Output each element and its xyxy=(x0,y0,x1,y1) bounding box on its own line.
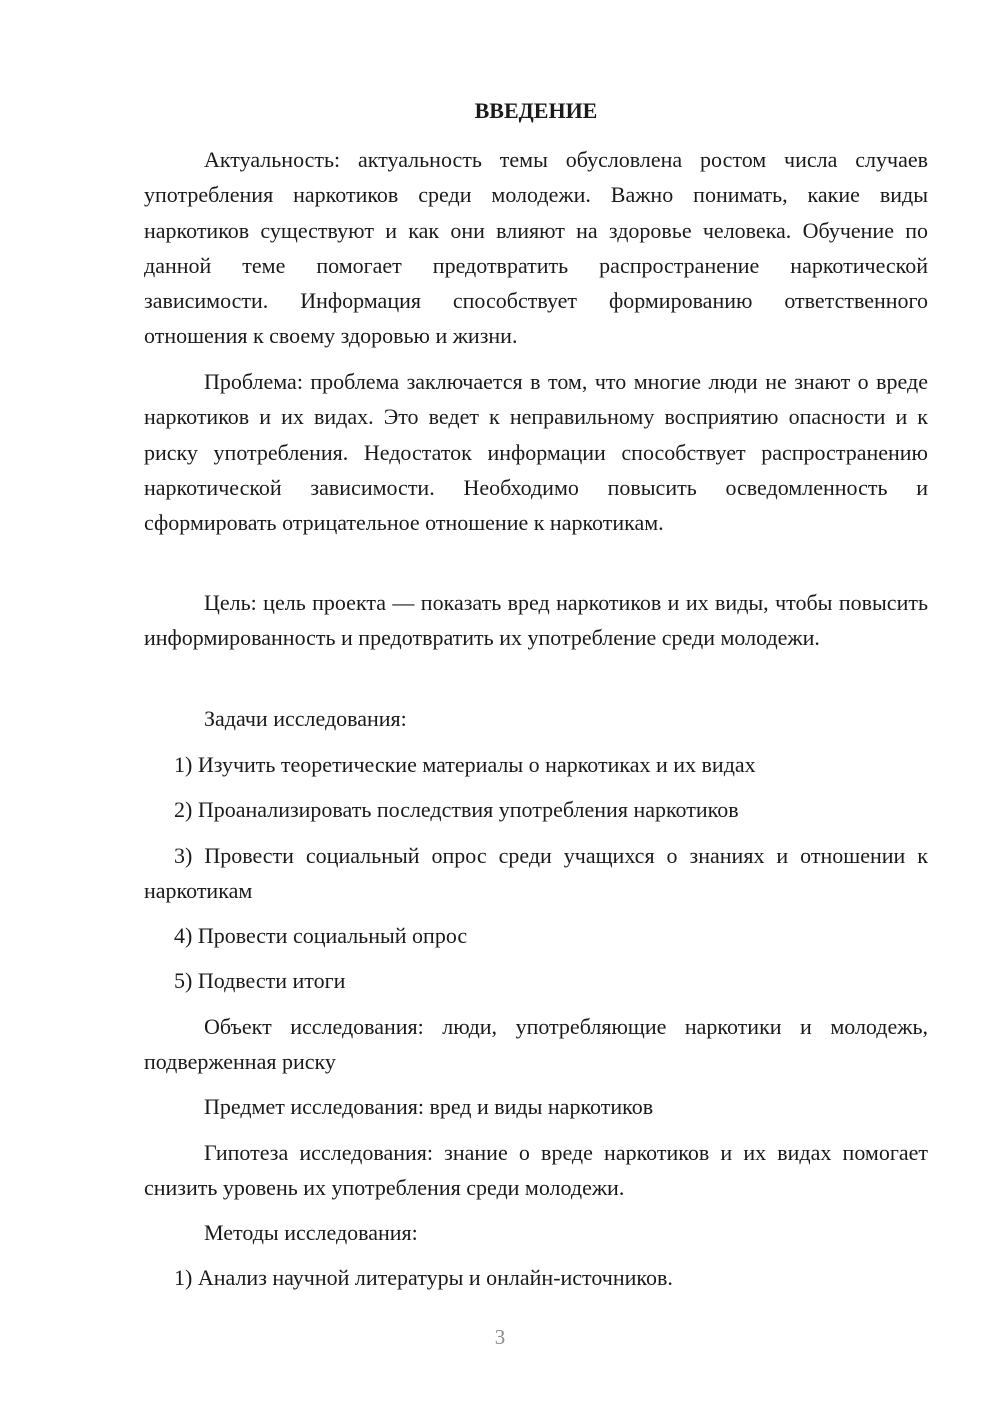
methods-heading: Методы исследования: xyxy=(204,1220,418,1245)
task-item-2: 2) Проанализировать последствия употребления наркотиков xyxy=(174,797,739,822)
task-item-1: 1) Изучить теоретические материалы о наркотиках и их видах xyxy=(174,752,756,777)
problem-paragraph: Проблема: проблема заключается в том, что многие люди не знают о вреде наркотиков и их видах. Это ведет к неправильному восприятию опасности и к риску употребления. Недостаток информации способствует распространению наркотической зависимости. Необходимо повысить осведомленность и сформировать отрицательное отношение к наркотикам. xyxy=(144,369,928,536)
section-title: ВВЕДЕНИЕ xyxy=(474,98,598,123)
task-item-5: 5) Подвести итоги xyxy=(174,968,346,993)
tasks-heading: Задачи исследования: xyxy=(204,706,407,731)
subject-paragraph: Предмет исследования: вред и виды наркотиков xyxy=(204,1094,654,1119)
object-paragraph: Объект исследования: люди, употребляющие наркотики и молодежь, подверженная риску xyxy=(144,1014,928,1075)
task-item-4: 4) Провести социальный опрос xyxy=(174,923,468,948)
goal-paragraph: Цель: цель проекта — показать вред наркотиков и их виды, чтобы повысить информированность и предотвратить их употребление среди молодежи. xyxy=(144,590,928,651)
method-item-1: 1) Анализ научной литературы и онлайн-источников. xyxy=(174,1265,673,1290)
task-item-3: 3) Провести социальный опрос среди учащихся о знаниях и отношении к наркотикам xyxy=(144,843,928,904)
page-number: 3 xyxy=(494,1325,506,1349)
hypothesis-paragraph: Гипотеза исследования: знание о вреде наркотиков и их видах помогает снизить уровень их употребления среди молодежи. xyxy=(144,1140,928,1201)
relevance-paragraph: Актуальность: актуальность темы обусловлена ростом числа случаев употребления наркотиков среди молодежи. Важно понимать, какие виды наркотиков существуют и как они влияют на здоровье человека. Обучение по данной теме помогает предотвратить распространение наркотической зависимости. Информация способствует формированию ответственного отношения к своему здоровью и жизни. xyxy=(144,147,928,349)
